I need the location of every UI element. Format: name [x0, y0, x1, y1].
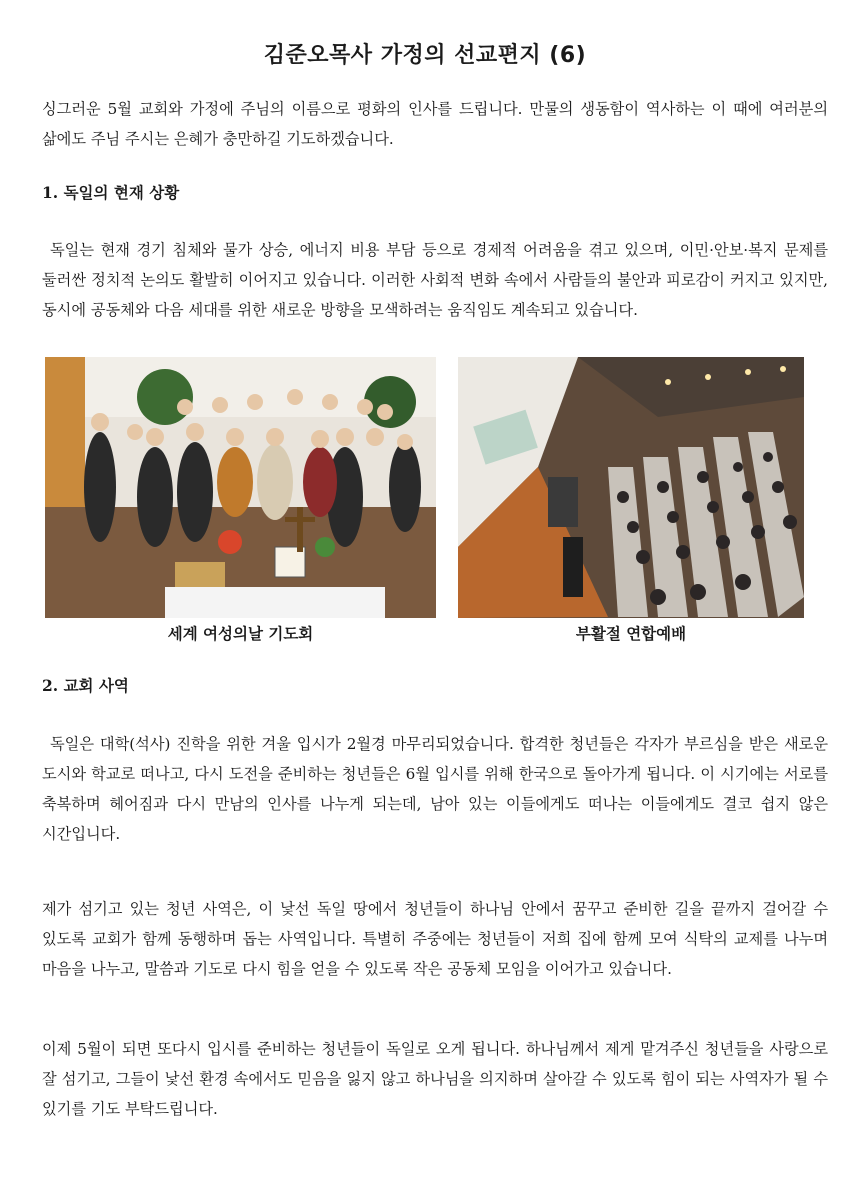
page-title: 김준오목사 가정의 선교편지 (6)	[263, 43, 587, 68]
church-service-image	[458, 357, 804, 618]
ministry-paragraph-1: 독일은 대학(석사) 진학을 위한 겨울 입시가 2월경 마무리되었습니다. 합격한 청년들은 각자가 부르심을 받은 새로운 도시와 학교로 떠나고, 다시 도전을 준비하는 청년들은 6월 입시를 위해 한국으로 돌아가게 됩니다. 이 시기에는 서로를 축복하며 헤어짐과 다시 만남의 인사를 나누게 되는데, 남아 있는 이들에게도 떠나는 이들에게도 결코 쉽지 않은 시간입니다.	[42, 735, 828, 843]
ministry-paragraph-3: 이제 5월이 되면 또다시 입시를 준비하는 청년들이 독일로 오게 됩니다. 하나님께서 제게 맡겨주신 청년들을 사랑으로 잘 섬기고, 그들이 낯선 환경 속에서도 믿음을 잃지 않고 하나님을 의지하며 살아갈 수 있도록 힘이 되는 사역자가 될 수 있기를 기도 부탁드립니다.	[42, 1040, 828, 1118]
situation-paragraph: 독일는 현재 경기 침체와 물가 상승, 에너지 비용 부담 등으로 경제적 어려움을 겪고 있으며, 이민·안보·복지 문제를 둘러싼 정치적 논의도 활발히 이어지고 있습니다. 이러한 사회적 변화 속에서 사람들의 불안과 피로감이 커지고 있지만, 동시에 공동체와 다음 세대를 위한 새로운 방향을 모색하려는 움직임도 계속되고 있습니다.	[42, 241, 828, 319]
church-service-photo	[458, 357, 804, 618]
section-heading-ministry: 2. 교회 사역	[42, 676, 129, 695]
caption-church-service-photo: 부활절 연합예배	[575, 625, 687, 643]
ministry-paragraph-2: 제가 섬기고 있는 청년 사역은, 이 낯선 독일 땅에서 청년들이 하나님 안에서 꿈꾸고 준비한 길을 끝까지 걸어갈 수 있도록 교회가 함께 동행하며 돕는 사역입니다. 특별히 주중에는 청년들이 저희 집에 함께 모여 식탁의 교제를 나누며 마음을 나누고, 말씀과 기도로 다시 힘을 얻을 수 있도록 작은 공동체 모임을 이어가고 있습니다.	[42, 900, 828, 978]
group-photo	[45, 357, 436, 618]
section-heading-situation: 1. 독일의 현재 상황	[42, 183, 180, 202]
intro-paragraph: 싱그러운 5월 교회와 가정에 주님의 이름으로 평화의 인사를 드립니다. 만물의 생동함이 역사하는 이 때에 여러분의 삶에도 주님 주시는 은혜가 충만하길 기도하겠습니다.	[42, 100, 828, 148]
caption-group-photo: 세계 여성의날 기도회	[167, 625, 314, 643]
group-photo-image	[45, 357, 436, 618]
